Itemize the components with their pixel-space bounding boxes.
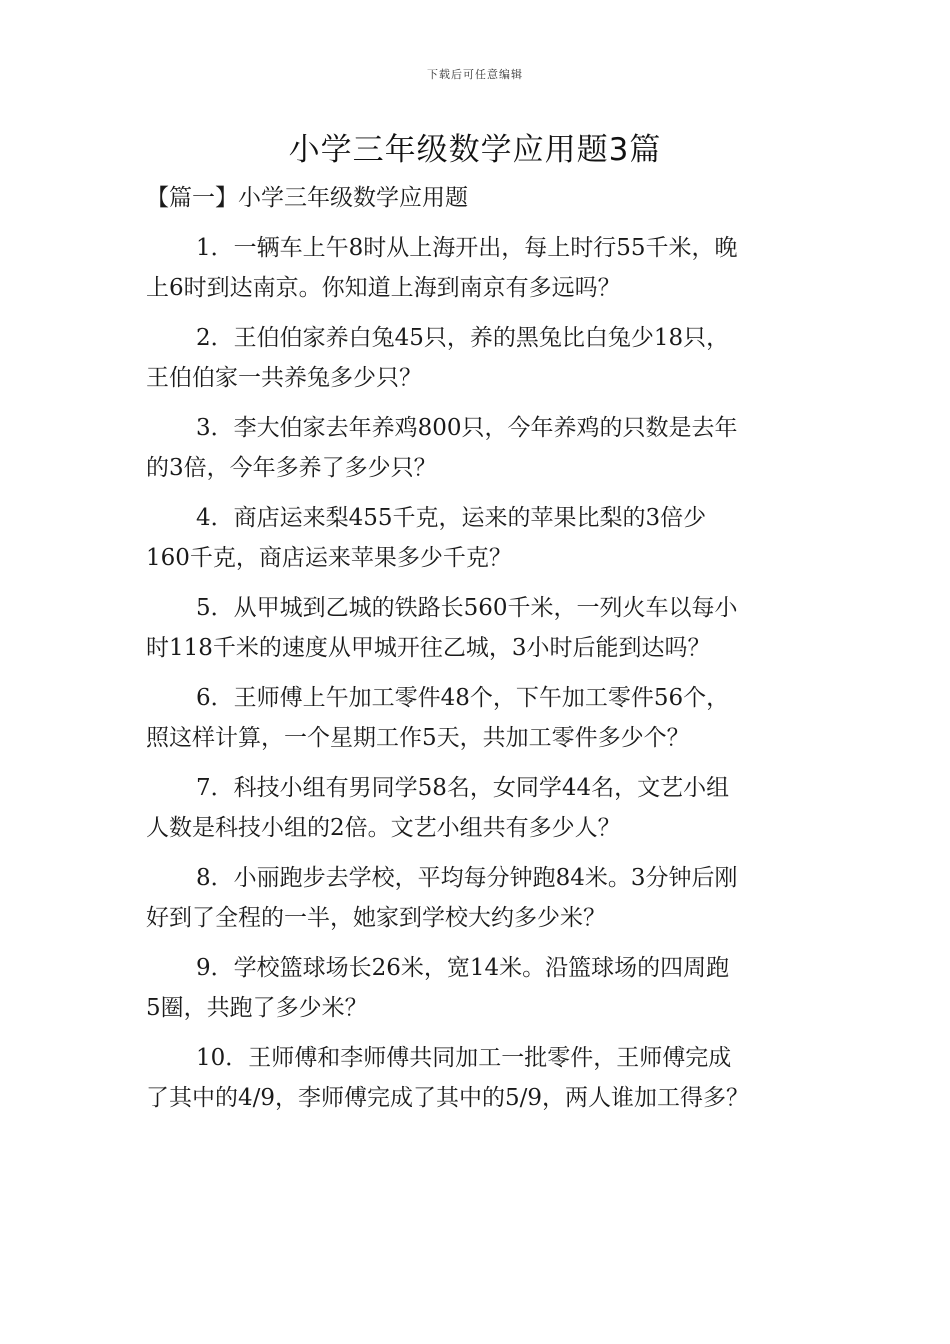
document-body [146,178,814,1128]
header-note: 下载后可任意编辑 [427,68,523,81]
problem-line: 7．科技小组有男同学58名，女同学44名，文艺小组 [196,775,730,801]
problem-4 [146,498,814,578]
problem-line: 上6时到达南京。你知道上海到南京有多远吗？ [146,275,621,301]
problem-line: 4．商店运来梨455千克，运来的苹果比梨的3倍少 [196,505,707,531]
problem-line: 3．李大伯家去年养鸡800只，今年养鸡的只数是去年 [196,415,738,441]
problem-line: 1．一辆车上午8时从上海开出，每上时行55千米，晚 [196,235,738,261]
problem-line: 10．王师傅和李师傅共同加工一批零件，王师傅完成 [196,1045,732,1071]
problem-line: 8．小丽跑步去学校，平均每分钟跑84米。3分钟后刚 [196,865,738,891]
problem-line: 好到了全程的一半，她家到学校大约多少米？ [146,905,606,931]
problem-10 [146,1038,814,1118]
problem-3 [146,408,814,488]
problem-line: 照这样计算，一个星期工作5天，共加工零件多少个？ [146,725,690,751]
problem-line: 时118千米的速度从甲城开往乙城，3小时后能到达吗？ [146,635,711,661]
problem-line: 6．王师傅上午加工零件48个，下午加工零件56个， [196,685,730,711]
problem-line: 王伯伯家一共养兔多少只？ [146,365,422,391]
section-heading: 【篇一】小学三年级数学应用题 [146,185,468,211]
problem-2 [146,318,814,398]
problem-line: 9．学校篮球场长26米，宽14米。沿篮球场的四周跑 [196,955,730,981]
document-title: 小学三年级数学应用题3篇 [288,132,662,168]
problem-8 [146,858,814,938]
problem-7 [146,768,814,848]
problem-line: 的3倍，今年多养了多少只？ [146,455,437,481]
problem-line: 了其中的4/9，李师傅完成了其中的5/9，两人谁加工得多？ [146,1085,750,1111]
problem-line: 5圈，共跑了多少米？ [146,995,368,1021]
problem-line: 2．王伯伯家养白兔45只，养的黑兔比白兔少18只， [196,325,730,351]
problem-5 [146,588,814,668]
problem-1 [146,228,814,308]
problem-line: 160千克，商店运来苹果多少千克？ [146,545,512,571]
problem-9 [146,948,814,1028]
problem-line: 5．从甲城到乙城的铁路长560千米，一列火车以每小 [196,595,738,621]
problem-line: 人数是科技小组的2倍。文艺小组共有多少人？ [146,815,621,841]
problem-6 [146,678,814,758]
